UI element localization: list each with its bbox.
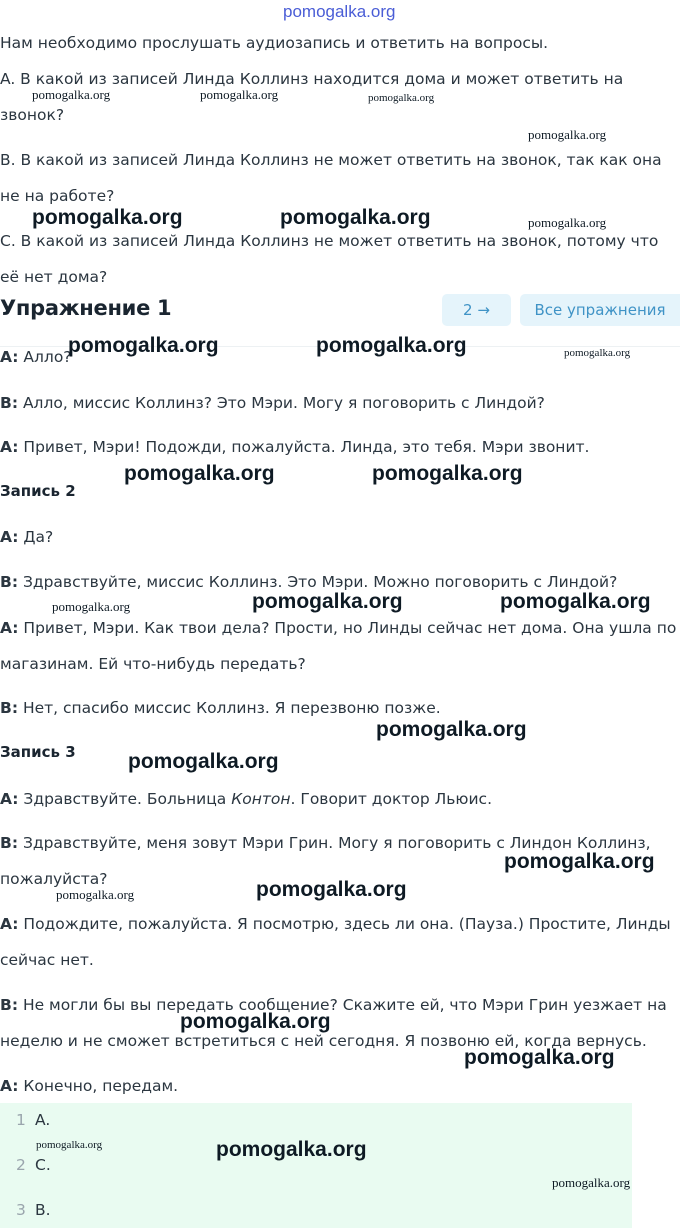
watermark: pomogalka.org xyxy=(56,887,135,902)
answer-text: A. xyxy=(35,1111,51,1129)
line-text: Конечно, передам. xyxy=(18,1077,179,1095)
question-c-line1: C. В какой из записей Линда Коллинз не может ответить на звонок, потому что xyxy=(0,232,659,250)
next-exercise-button[interactable]: 2 → xyxy=(442,294,511,326)
watermark: pomogalka.org xyxy=(216,1138,367,1161)
exercise-title: Упражнение 1 xyxy=(0,296,172,320)
all-exercises-button[interactable]: Все упражнения xyxy=(520,294,680,326)
dialog-line xyxy=(0,436,589,458)
speaker-label: A: xyxy=(0,438,19,456)
dialog-line xyxy=(0,913,671,935)
line-text: . Говорит доктор Льюис. xyxy=(290,790,492,808)
watermark: pomogalka.org xyxy=(32,87,111,102)
watermark: pomogalka.org xyxy=(528,215,607,230)
watermark: pomogalka.org xyxy=(372,462,523,485)
answer-number: 2 xyxy=(16,1156,26,1174)
record-3-title: Запись 3 xyxy=(0,743,76,761)
answer-text: B. xyxy=(35,1201,51,1219)
line-text: Алло, миссис Коллинз? Это Мэри. Могу я поговорить с Линдой? xyxy=(18,394,545,412)
line-text: Не могли бы вы передать сообщение? Скажите ей, что Мэри Грин уезжает на xyxy=(18,996,667,1014)
site-logo[interactable]: pomogalka.org xyxy=(283,2,396,21)
watermark: pomogalka.org xyxy=(32,206,183,229)
hospital-name: Контон xyxy=(231,790,291,808)
watermark: pomogalka.org xyxy=(252,590,403,613)
watermark: pomogalka.org xyxy=(552,1175,631,1190)
dialog-line-cont: пожалуйста? xyxy=(0,870,108,888)
question-b-line1: B. В какой из записей Линда Коллинз не может ответить на звонок, так как она xyxy=(0,151,662,169)
question-b-line2: не на работе? xyxy=(0,187,115,205)
watermark: pomogalka.org xyxy=(376,718,527,741)
record-2-title: Запись 2 xyxy=(0,482,76,500)
answer-item xyxy=(16,1201,51,1219)
line-text: Здравствуйте, меня зовут Мэри Грин. Могу я поговорить с Линдон Коллинз, xyxy=(18,834,651,852)
watermark: pomogalka.org xyxy=(316,334,467,357)
answer-item xyxy=(16,1156,51,1174)
watermark: pomogalka.org xyxy=(124,462,275,485)
speaker-label: A: xyxy=(0,1077,19,1095)
watermark: pomogalka.org xyxy=(564,347,631,359)
watermark: pomogalka.org xyxy=(368,92,435,104)
dialog-line xyxy=(0,346,72,368)
dialog-line xyxy=(0,994,667,1016)
answers-box xyxy=(0,1103,632,1228)
line-text: Алло? xyxy=(18,348,72,366)
watermark: pomogalka.org xyxy=(500,590,651,613)
speaker-label: A: xyxy=(0,915,19,933)
watermark: pomogalka.org xyxy=(52,599,131,614)
answer-item xyxy=(16,1111,50,1129)
dialog-line xyxy=(0,526,53,548)
speaker-label: A: xyxy=(0,619,19,637)
dialog-line xyxy=(0,392,545,414)
speaker-label: A: xyxy=(0,790,19,808)
speaker-label: B: xyxy=(0,573,19,591)
speaker-label: A: xyxy=(0,528,19,546)
line-text: Привет, Мэри. Как твои дела? Прости, но Линды сейчас нет дома. Она ушла по xyxy=(18,619,677,637)
dialog-line-cont: магазинам. Ей что-нибудь передать? xyxy=(0,655,306,673)
watermark: pomogalka.org xyxy=(280,206,431,229)
speaker-label: B: xyxy=(0,394,19,412)
dialog-line-cont: сейчас нет. xyxy=(0,951,94,969)
line-text: Подождите, пожалуйста. Я посмотрю, здесь ли она. (Пауза.) Простите, Линды xyxy=(18,915,671,933)
intro-text: Нам необходимо прослушать аудиозапись и ответить на вопросы. xyxy=(0,34,549,52)
dialog-line xyxy=(0,788,492,810)
watermark: pomogalka.org xyxy=(128,750,279,773)
watermark: pomogalka.org xyxy=(464,1046,615,1069)
watermark: pomogalka.org xyxy=(36,1139,103,1151)
watermark: pomogalka.org xyxy=(256,878,407,901)
watermark: pomogalka.org xyxy=(504,850,655,873)
line-text: Да? xyxy=(18,528,54,546)
question-c-line2: её нет дома? xyxy=(0,268,108,286)
speaker-label: B: xyxy=(0,699,19,717)
line-text: Здравствуйте. Больница xyxy=(18,790,232,808)
speaker-label: B: xyxy=(0,834,19,852)
question-a-line2: звонок? xyxy=(0,106,65,124)
watermark: pomogalka.org xyxy=(68,334,219,357)
dialog-line xyxy=(0,697,441,719)
watermark: pomogalka.org xyxy=(528,127,607,142)
answer-text: C. xyxy=(35,1156,51,1174)
speaker-label: A: xyxy=(0,348,19,366)
answer-number: 3 xyxy=(16,1201,26,1219)
speaker-label: B: xyxy=(0,996,19,1014)
dialog-line xyxy=(0,1075,178,1097)
dialog-line-cont: неделю и не сможет встретиться с ней сегодня. Я позвоню ей, когда вернусь. xyxy=(0,1032,647,1050)
watermark: pomogalka.org xyxy=(180,1010,331,1033)
dialog-line xyxy=(0,617,676,639)
line-text: Привет, Мэри! Подожди, пожалуйста. Линда, это тебя. Мэри звонит. xyxy=(18,438,590,456)
answer-number: 1 xyxy=(16,1111,26,1129)
line-text: Здравствуйте, миссис Коллинз. Это Мэри. Можно поговорить с Линдой? xyxy=(18,573,618,591)
watermark: pomogalka.org xyxy=(200,87,279,102)
line-text: Нет, спасибо миссис Коллинз. Я перезвоню позже. xyxy=(18,699,441,717)
question-a-line1: A. В какой из записей Линда Коллинз находится дома и может ответить на xyxy=(0,70,624,88)
